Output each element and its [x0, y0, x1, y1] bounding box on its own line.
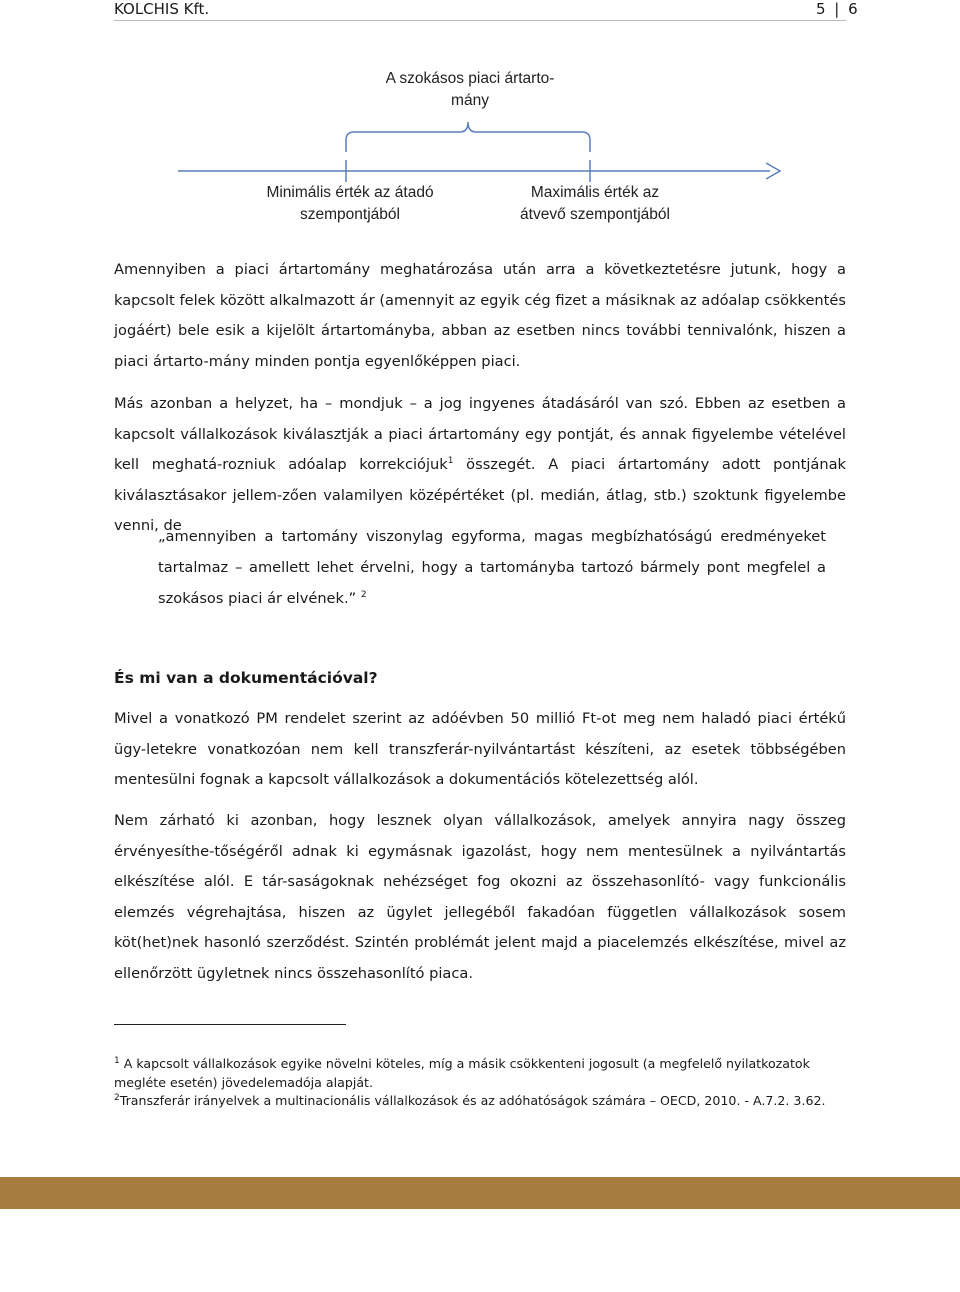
paragraph-price-range: Amennyiben a piaci ártartomány meghatározása után arra a következtetésre jutunk, hogy a kapcsolt felek között alkalmazott ár (amennyit az egyik cég fizet a másiknak az adóalap csökkentés jogáért) bele esik a kijelölt ártartományba, abban az esetben nincs további tennivalónk, hiszen a piaci ártarto-mány minden pontja egyenlőképpen piaci. [114, 261, 846, 370]
paragraph-pm-decree: Mivel a vonatkozó PM rendelet szerint az adóévben 50 millió Ft-ot meg nem haladó piaci értékű ügy-letekre vonatkozóan nem kell transzferár-nyilvántartást készíteni, az esetek többségében mentesülni fognak a kapcsolt vállalkozások a dokumentációs kötelezettség alól. [114, 710, 846, 788]
footnote-1-mark: 1 [114, 1055, 120, 1066]
header-page-number: 5 | 6 [816, 0, 858, 18]
range-label-line-1: A szokásos piaci ártarto- [385, 70, 555, 87]
range-label-line-2: mány [451, 92, 489, 109]
range-label [360, 68, 580, 112]
footnote-1-text: A kapcsolt vállalkozások egyike növelni köteles, míg a másik csökkenteni jogosult (a megfelelő nyilatkozatok megléte esetén) jövedelemadója alapját. [114, 1056, 810, 1090]
max-label-line-2: átvevő szempontjából [520, 206, 670, 223]
footnotes [114, 1055, 846, 1111]
footnote-ref-1[interactable]: 1 [447, 456, 454, 467]
paragraph-exceptions: Nem zárható ki azonban, hogy lesznek olyan vállalkozások, amelyek annyira nagy összeg érvényesíthe-tőségéről adnak ki egymásnak igazolást, hogy nem mentesülnek a nyilvántartás elkészítése alól. E tár-saságoknak nehézséget fog okozni az összehasonlító- vagy funkcionális elemzés végrehajtása, hiszen az ügylet jellegéből fakadóan független vállalkozások sosem köt(het)nek hasonló szerződést. Szintén problémát jelent majd a piacelemzés elkészítése, mivel az ellenőrzött ügyletnek nincs összehasonlító piaca. [114, 812, 846, 982]
price-range-diagram [0, 60, 960, 230]
paragraph-free-transfer-part-2: összegét. A piaci ártartomány adott pontjának kiválasztásakor jellem-zően valamilyen középértéket (pl. medián, átlag, stb.) szoktunk figyelembe venni, de [114, 456, 846, 534]
footnote-separator [114, 1024, 346, 1025]
paragraph-free-transfer-part-1: Más azonban a helyzet, ha – mondjuk – a jog ingyenes átadásáról van szó. Ebben az esetben a kapcsolt vállalkozások kiválasztják a piaci ártartomány egy pontját, és annak figyelembe vételével kell meghatá-rozniuk adóalap korrekciójuk [114, 395, 846, 473]
max-value-label [490, 182, 700, 226]
oecd-quote [158, 521, 826, 614]
footer-band [0, 1177, 960, 1209]
footnote-1 [114, 1055, 846, 1092]
section-heading: És mi van a dokumentációval? [114, 669, 378, 687]
header-rule [114, 20, 846, 21]
oecd-quote-text: „amennyiben a tartomány viszonylag egyforma, magas megbízhatóságú eredményeket tartalmaz – amellett lehet érvelni, hogy a tartományba tartozó bármely pont megfelel a szokásos piaci ár elvének.” [158, 528, 826, 607]
paragraph-free-transfer [114, 389, 846, 542]
min-label-line-1: Minimális érték az átadó [266, 184, 434, 201]
range-brace [346, 122, 590, 152]
footnote-2-text: Transzferár irányelvek a multinacionális vállalkozások és az adóhatóságok számára – OECD, 2010. - A.7.2. 3.62. [119, 1093, 826, 1108]
min-value-label [240, 182, 460, 226]
footnote-ref-2[interactable]: 2 [360, 590, 367, 601]
header-company-name: KOLCHIS Kft. [114, 0, 210, 18]
footnote-2 [114, 1092, 846, 1111]
footnote-2-mark: 2 [114, 1092, 120, 1103]
min-label-line-2: szempontjából [300, 206, 400, 223]
max-label-line-1: Maximális érték az [530, 184, 660, 201]
